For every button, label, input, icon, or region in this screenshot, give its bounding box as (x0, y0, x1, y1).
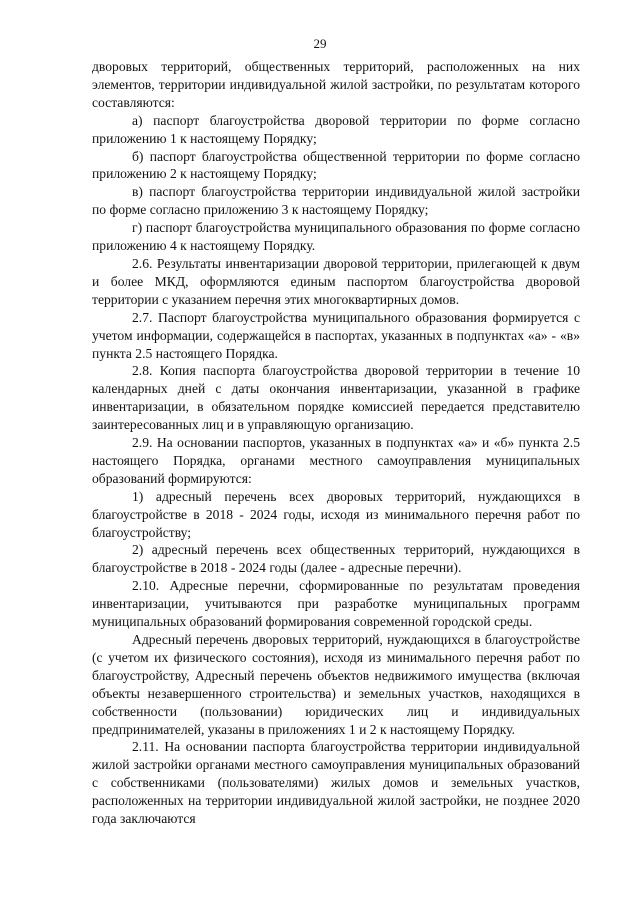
paragraph-address-list: Адресный перечень дворовых территорий, нуждающихся в благоустройстве (с учетом их физического состояния), исходя из минимального перечня работ по благоустройству, Адресный перечень объектов недвижимого имущества (включая объекты незавершенного строительства) и земельных участков, находящихся в собственности (пользовании) юридических лиц и индивидуальных предпринимателей, указаны в приложениях 1 и 2 к настоящему Порядку. (92, 632, 580, 737)
paragraph-2-11: 2.11. На основании паспорта благоустройства территории индивидуальной жилой застройки органами местного самоуправления муниципальных образований с собственниками (пользователями) жилых домов и земельных участков, расположенных на территории индивидуальной жилой застройки, не позднее 2020 года заключаются (92, 739, 580, 827)
paragraph-continuation: дворовых территорий, общественных территорий, расположенных на них элементов, территории индивидуальной жилой застройки, по результатам которого составляются: (92, 59, 580, 110)
paragraph-item-g: г) паспорт благоустройства муниципального образования по форме согласно приложению 4 к настоящему Порядку. (92, 220, 580, 254)
paragraph-list-1: 1) адресный перечень всех дворовых территорий, нуждающихся в благоустройстве в 2018 - 2024 годы, исходя из минимального перечня работ по благоустройству; (92, 488, 580, 540)
paragraph-2-6: 2.6. Результаты инвентаризации дворовой территории, прилегающей к двум и более МКД, оформляются единым паспортом благоустройства дворовой территории с указанием перечня этих многоквартирных домов. (92, 255, 580, 307)
paragraph-2-10: 2.10. Адресные перечни, сформированные по результатам проведения инвентаризации, учитываются при разработке муниципальных программ муниципальных образований формирования современной городской среды. (92, 578, 580, 630)
document-body (92, 58, 580, 828)
paragraph-item-b: б) паспорт благоустройства общественной территории по форме согласно приложению 2 к настоящему Порядку; (92, 148, 580, 182)
paragraph-2-8: 2.8. Копия паспорта благоустройства дворовой территории в течение 10 календарных дней с даты окончания инвентаризации, указанной в графике инвентаризации, в обязательном порядке комиссией передается представителю заинтересованных лиц и в управляющую организацию. (92, 363, 580, 433)
paragraph-item-a: а) паспорт благоустройства дворовой территории по форме согласно приложению 1 к настоящему Порядку; (92, 112, 580, 146)
paragraph-2-7: 2.7. Паспорт благоустройства муниципального образования формируется с учетом информации, содержащейся в паспортах, указанных в подпунктах «а» - «в» пункта 2.5 настоящего Порядка. (92, 309, 580, 361)
page-number: 29 (313, 36, 327, 51)
paragraph-list-2: 2) адресный перечень всех общественных территорий, нуждающихся в благоустройстве в 2018 - 2024 годы (далее - адресные перечни). (92, 542, 580, 576)
paragraph-2-9: 2.9. На основании паспортов, указанных в подпунктах «а» и «б» пункта 2.5 настоящего Порядка, органами местного самоуправления муниципальных образований формируются: (92, 435, 580, 486)
paragraph-item-v: в) паспорт благоустройства территории индивидуальной жилой застройки по форме согласно приложению 3 к настоящему Порядку; (92, 184, 580, 218)
